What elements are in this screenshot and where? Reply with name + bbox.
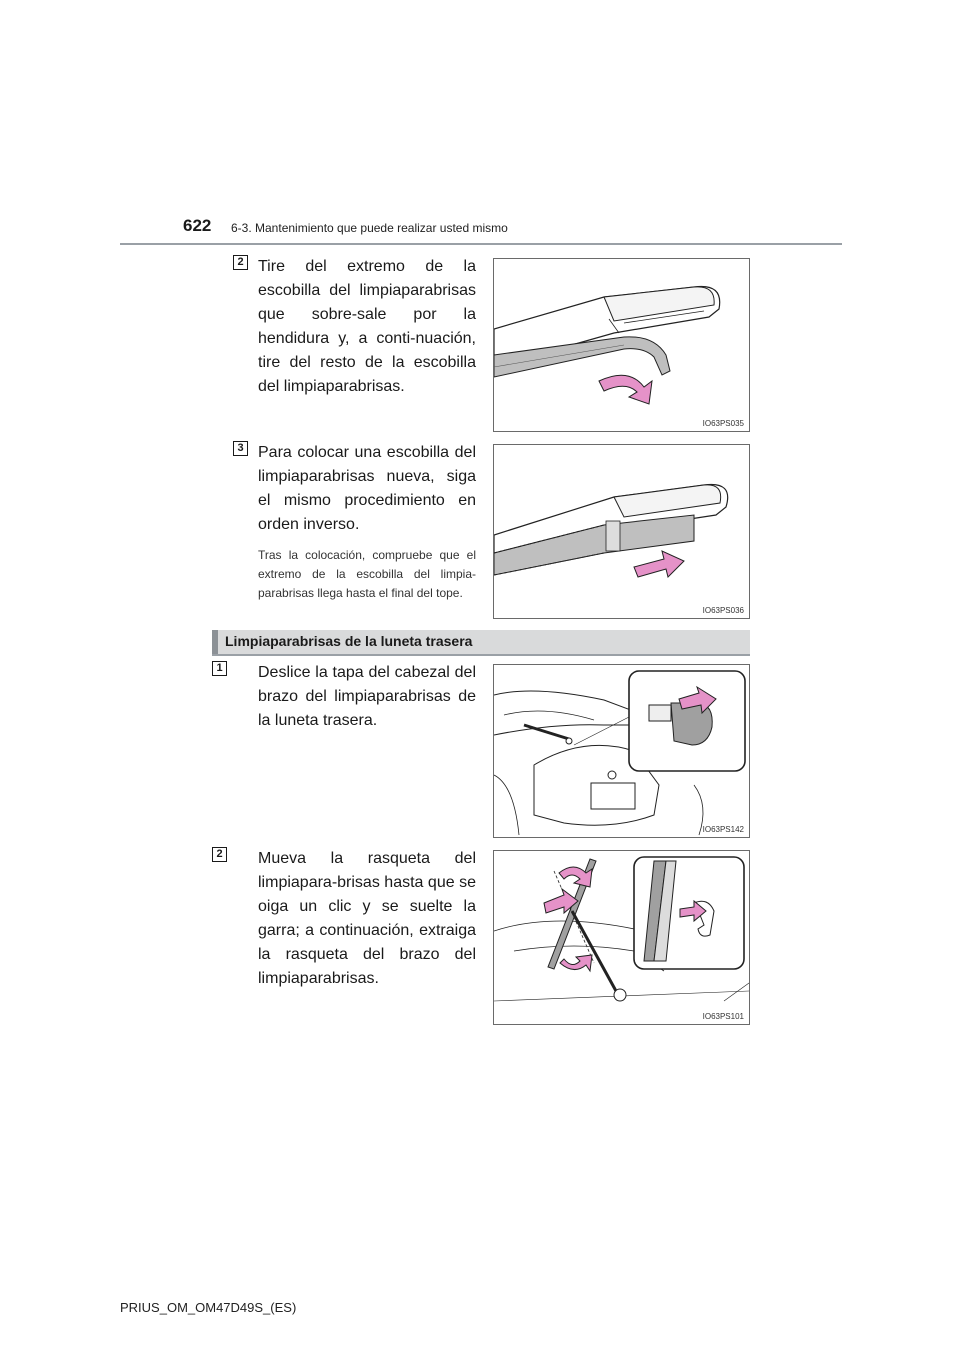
- section-title: 6-3. Mantenimiento que puede realizar usted mismo: [231, 221, 508, 235]
- figure-code: IO63PS142: [702, 825, 744, 834]
- step-number-3: 3: [233, 441, 248, 456]
- step-3-note: Tras la colocación, compruebe que el extremo de la escobilla del limpia-parabrisas llega hasta el final del tope.: [258, 548, 476, 600]
- step-number-2: 2: [233, 255, 248, 270]
- figure-wiper-blade-install: [493, 444, 750, 619]
- rear-step-number-1: 1: [212, 661, 227, 676]
- subsection-title: Limpiaparabrisas de la luneta trasera: [225, 633, 473, 649]
- figure-wiper-blade-removal: [493, 258, 750, 432]
- step-2-text: Tire del extremo de la escobilla del limpiaparabrisas que sobre-sale por la hendidura y, a conti-nuación, tire del resto de la escobilla del limpiaparabrisas.: [258, 258, 476, 395]
- step-3-text: Para colocar una escobilla del limpiaparabrisas nueva, siga el mismo procedimiento en orden inverso.: [258, 444, 476, 533]
- page-number: 622: [183, 216, 212, 235]
- rear-step-1-text: Deslice la tapa del cabezal del brazo del limpiaparabrisas de la luneta trasera.: [258, 664, 476, 729]
- document-id: PRIUS_OM_OM47D49S_(ES): [120, 1300, 297, 1315]
- figure-code: IO63PS101: [702, 1012, 744, 1021]
- subsection-divider: [212, 654, 750, 656]
- rear-step-2-text: Mueva la rasqueta del limpiapara-brisas hasta que se oiga un clic y se suelte la garra; a continuación, extraiga la rasqueta del brazo del limpiaparabrisas.: [258, 850, 476, 987]
- header-divider: [120, 243, 842, 245]
- figure-rear-wiper-cap: [493, 664, 750, 838]
- figure-rear-wiper-blade-removal: [493, 850, 750, 1025]
- figure-code: IO63PS036: [702, 606, 744, 615]
- rear-step-number-2: 2: [212, 847, 227, 862]
- figure-code: IO63PS035: [702, 419, 744, 428]
